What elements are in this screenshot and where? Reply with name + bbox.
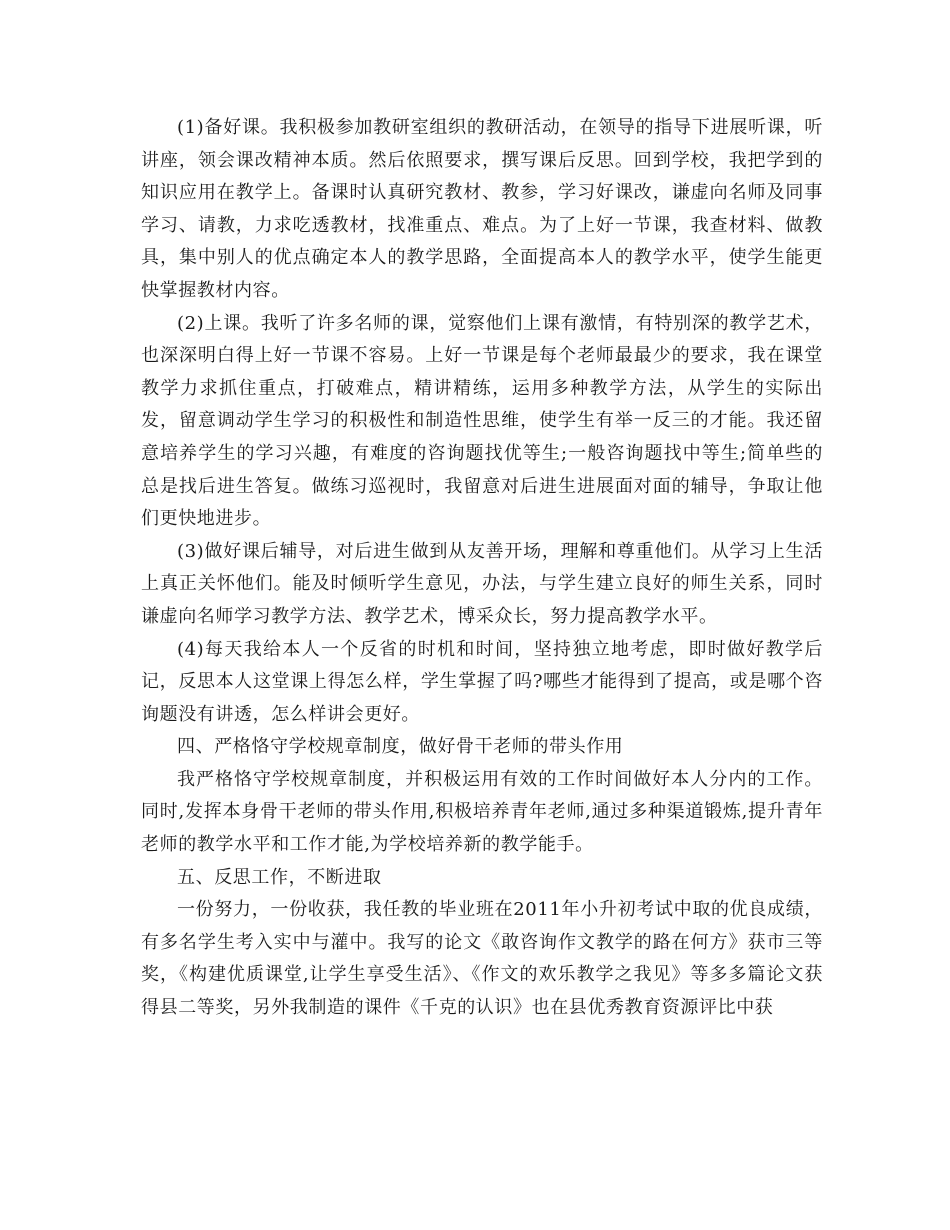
document-body <box>141 112 823 1025</box>
paragraph-school-rules: 我严格恪守学校规章制度，并积极运用有效的工作时间做好本人分内的工作。同时,发挥本身骨干老师的带头作用,积极培养青年老师,通过多种渠道锻炼,提升青年老师的教学水平和工作才能,为学校培养新的教学能手。 <box>141 768 823 856</box>
paragraph-daily-reflection: (4)每天我给本人一个反省的时机和时间，坚持独立地考虑，即时做好教学后记，反思本人这堂课上得怎么样，学生掌握了吗?哪些才能得到了提高，或是哪个咨询题没有讲透，怎么样讲会更好。 <box>141 638 823 725</box>
paragraph-achievements: 一份努力，一份收获，我任教的毕业班在2011年小升初考试中取的优良成绩，有多名学生考入实中与灌中。我写的论文《敢咨询作文教学的路在何方》获市三等奖，《构建优质课堂,让学生享受生活》、《作文的欢乐教学之我见》等多多篇论文获得县二等奖，另外我制造的课件《千克的认识》也在县优秀教育资源评比中获 <box>141 899 823 1019</box>
paragraph-prepare-lessons: (1)备好课。我积极参加教研室组织的教研活动，在领导的指导下进展听课，听讲座，领会课改精神本质。然后依照要求，撰写课后反思。回到学校，我把学到的知识应用在教学上。备课时认真研究教材、教参，学习好课改，谦虚向名师及同事学习、请教，力求吃透教材，找准重点、难点。为了上好一节课，我查材料、做教具，集中别人的优点确定本人的教学思路，全面提高本人的教学水平，使学生能更快掌握教材内容。 <box>141 117 823 301</box>
section-heading-five: 五、反思工作，不断进取 <box>177 866 382 888</box>
paragraph-after-class-tutoring: (3)做好课后辅导，对后进生做到从友善开场，理解和尊重他们。从学习上生活上真正关怀他们。能及时倾听学生意见，办法，与学生建立良好的师生关系，同时谦虚向名师学习教学方法、教学艺术，博采众长，努力提高教学水平。 <box>141 540 823 627</box>
paragraph-teaching-class: (2)上课。我听了许多名师的课，觉察他们上课有激情，有特别深的教学艺术，也深深明白得上好一节课不容易。上好一节课是每个老师最最少的要求，我在课堂教学力求抓住重点，打破难点，精讲精练，运用多种教学方法，从学生的实际出发，留意调动学生学习的积极性和制造性思维，使学生有举一反三的才能。我还留意培养学生的学习兴趣，有难度的咨询题找优等生;一般咨询题找中等生;简单些的总是找后进生答复。做练习巡视时，我留意对后进生进展面对面的辅导，争取让他们更快地进步。 <box>141 312 823 530</box>
section-heading-four: 四、严格恪守学校规章制度，做好骨干老师的带头作用 <box>177 736 624 758</box>
